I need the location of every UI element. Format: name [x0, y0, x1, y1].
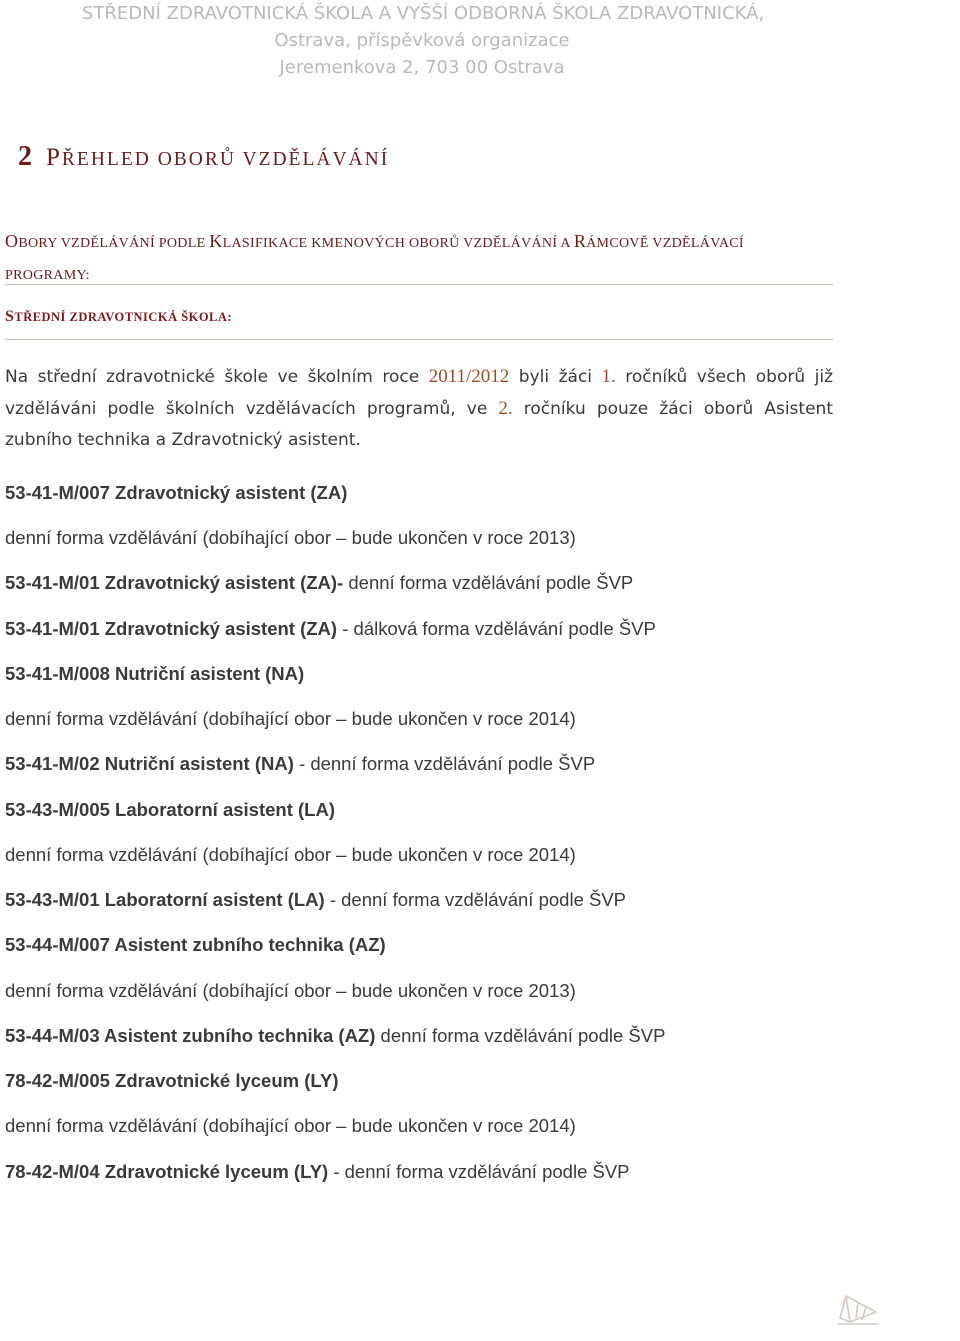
list-item: 53-41-M/007 Zdravotnický asistent (ZA) — [5, 482, 348, 503]
chapter-title-part: OBORŮ — [157, 149, 243, 170]
school-logo-icon — [836, 1290, 880, 1326]
list-item: 78-42-M/005 Zdravotnické lyceum (LY) — [5, 1070, 339, 1091]
list-item: 53-43-M/01 Laboratorní asistent (LA) - denní forma vzdělávání podle ŠVP — [5, 889, 627, 910]
header-organization: Ostrava, příspěvková organizace — [274, 30, 570, 51]
list-item: 53-43-M/005 Laboratorní asistent (LA) — [5, 799, 335, 820]
list-item: 53-41-M/01 Zdravotnický asistent (ZA) - dálková forma vzdělávání podle ŠVP — [5, 618, 656, 639]
list-item: denní forma vzdělávání (dobíhající obor – bude ukončen v roce 2013) — [5, 980, 576, 1001]
list-item: 78-42-M/04 Zdravotnické lyceum (LY) - denní forma vzdělávání podle ŠVP — [5, 1161, 630, 1182]
list-item: denní forma vzdělávání (dobíhající obor – bude ukončen v roce 2014) — [5, 1115, 576, 1136]
list-item: 53-41-M/01 Zdravotnický asistent (ZA)- denní forma vzdělávání podle ŠVP — [5, 572, 634, 593]
list-item: denní forma vzdělávání (dobíhající obor – bude ukončen v roce 2014) — [5, 844, 576, 865]
subsection-heading: STŘEDNÍ ZDRAVOTNICKÁ ŠKOLA: — [5, 308, 233, 325]
divider — [5, 339, 833, 340]
header-school-name: STŘEDNÍ ZDRAVOTNICKÁ ŠKOLA A VYŠŠÍ ODBORNÁ ŠKOLA ZDRAVOTNICKÁ, — [82, 3, 765, 24]
chapter-title — [46, 144, 389, 171]
list-item: 53-41-M/008 Nutriční asistent (NA) — [5, 663, 305, 684]
chapter-heading — [18, 141, 389, 173]
chapter-number: 2 — [18, 141, 32, 172]
list-item: denní forma vzdělávání (dobíhající obor – bude ukončen v roce 2013) — [5, 527, 576, 548]
list-item: 53-41-M/02 Nutriční asistent (NA) - denní forma vzdělávání podle ŠVP — [5, 753, 596, 774]
list-item: 53-44-M/03 Asistent zubního technika (AZ) denní forma vzdělávání podle ŠVP — [5, 1025, 666, 1046]
chapter-title-part: PŘEHLED — [46, 144, 158, 171]
chapter-title-part: VZDĚLÁVÁNÍ — [242, 149, 390, 170]
list-item: 53-44-M/007 Asistent zubního technika (AZ) — [5, 934, 386, 955]
header-address: Jeremenkova 2, 703 00 Ostrava — [279, 57, 565, 78]
section-heading: OBORY VZDĚLÁVÁNÍ PODLE KLASIFIKACE KMENOVÝCH OBORŮ VZDĚLÁVÁNÍ A RÁMCOVĚ VZDĚLÁVACÍ PROGRAMY: — [5, 231, 744, 283]
intro-paragraph: Na střední zdravotnické škole ve školním roce 2011/2012 byli žáci 1. ročníků všech oborů již vzděláváni podle školních vzdělávacích programů, ve 2. ročníku pouze žáci oborů Asistent zubního technika a Zdravotnický asistent. — [5, 366, 834, 450]
list-item: denní forma vzdělávání (dobíhající obor – bude ukončen v roce 2014) — [5, 708, 576, 729]
school-year: 2011/2012 — [428, 366, 510, 387]
page-header — [82, 0, 765, 81]
divider — [5, 284, 833, 285]
